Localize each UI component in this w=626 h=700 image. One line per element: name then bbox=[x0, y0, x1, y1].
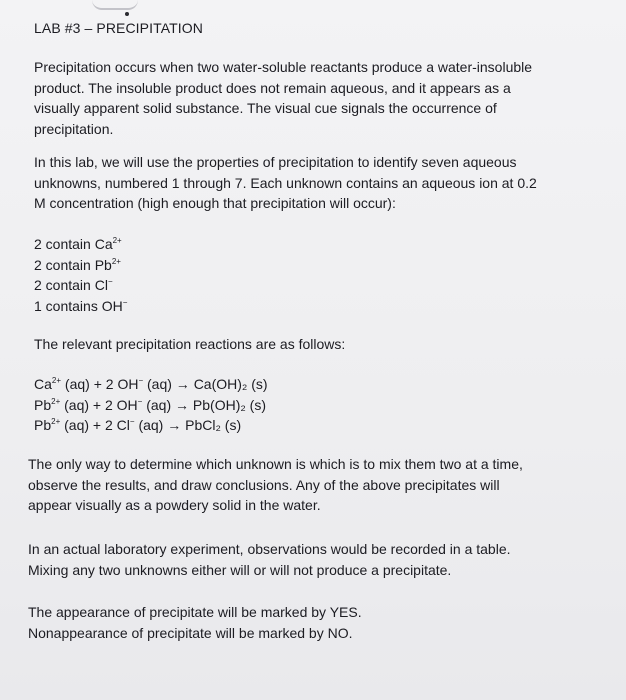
method-line: The only way to determine which unknown is which is to mix them two at a time, bbox=[28, 456, 523, 472]
method-line: appear visually as a powdery solid in the water. bbox=[28, 497, 321, 513]
intro-line: precipitation. bbox=[34, 120, 114, 137]
unknown-item: 1 contains OH− bbox=[34, 297, 128, 314]
method-line: observe the results, and draw conclusions. Any of the above precipitates will bbox=[28, 476, 500, 493]
unknown-item: 2 contain $Ca^{2+}$ bbox=[34, 236, 122, 252]
marking-line: The appearance of precipitate will be marked by YES. bbox=[28, 604, 362, 620]
lab-intro-line: In this lab, we will use the properties of precipitation to identify seven aqueous bbox=[34, 154, 517, 170]
lab-intro-line: M concentration (high enough that precipitation will occur): bbox=[34, 195, 396, 211]
experiment-paragraph bbox=[28, 539, 588, 580]
reaction-equation: $Pb^{2+}$ (aq) + 2 Cl− (aq) → PbCl₂ (s) bbox=[34, 417, 242, 433]
unknown-item: 2 contain $Pb^{2+}$ bbox=[34, 256, 121, 273]
reactions-list bbox=[34, 374, 594, 436]
method-paragraph bbox=[28, 454, 588, 516]
intro-line: Precipitation occurs when two water-soluble reactants produce a water-insoluble bbox=[34, 59, 533, 75]
marking-line: Nonappearance of precipitate will be marked by NO. bbox=[28, 624, 353, 641]
page-edge-mark bbox=[92, 0, 138, 10]
page-title: LAB #3 – PRECIPITATION bbox=[34, 20, 203, 36]
intro-paragraph bbox=[34, 57, 594, 139]
experiment-line: Mixing any two unknowns either will or will not produce a precipitate. bbox=[28, 561, 452, 578]
unknown-item: 2 contain Cl− bbox=[34, 277, 113, 293]
experiment-line: In an actual laboratory experiment, observations would be recorded in a table. bbox=[28, 541, 511, 557]
reaction-equation: $Ca^{2+}$ (aq) + 2 OH− (aq) → Ca(OH)₂ (s) bbox=[34, 376, 268, 392]
ink-dot bbox=[125, 12, 129, 16]
unknowns-list bbox=[34, 234, 594, 316]
intro-line: visually apparent solid substance. The visual cue signals the occurrence of bbox=[34, 100, 497, 116]
marking-paragraph bbox=[28, 602, 588, 643]
reaction-equation: $Pb^{2+}$ (aq) + 2 OH− (aq) → Pb(OH)₂ (s) bbox=[34, 396, 267, 413]
lab-intro-paragraph bbox=[34, 152, 594, 214]
lab-intro-line: unknowns, numbered 1 through 7. Each unknown contains an aqueous ion at 0.2 bbox=[34, 174, 537, 191]
reactions-heading: The relevant precipitation reactions are as follows: bbox=[34, 336, 346, 352]
intro-line: product. The insoluble product does not remain aqueous, and it appears as a bbox=[34, 79, 511, 96]
